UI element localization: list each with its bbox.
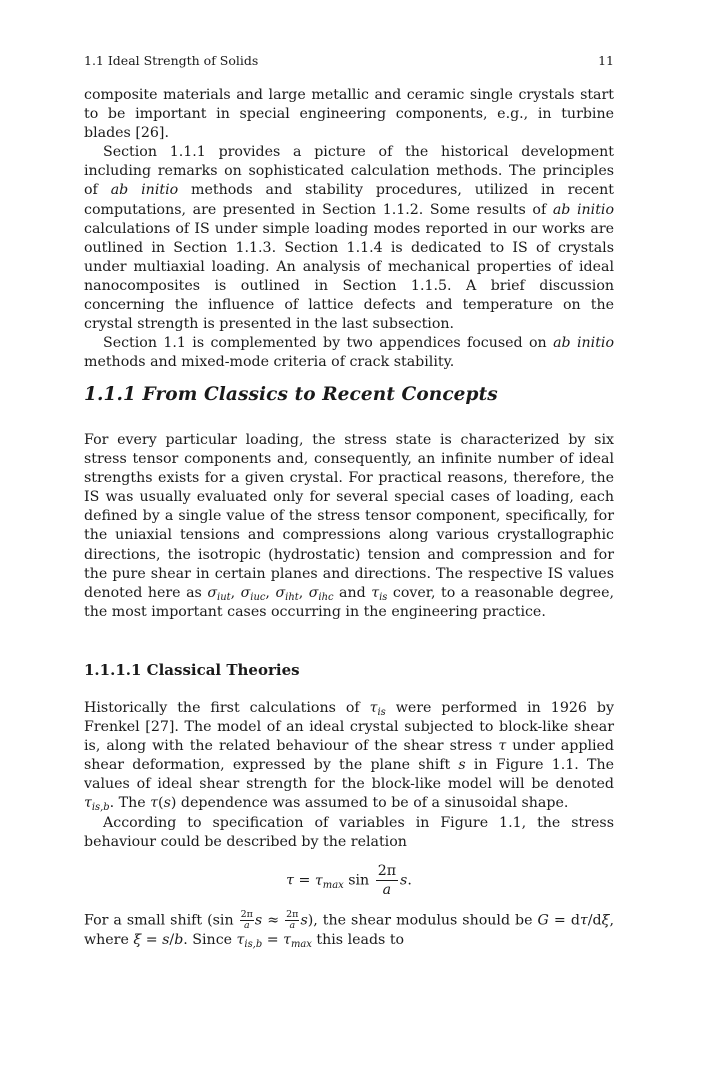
subsection-paragraph-1: Historically the first calculations of $\tau_{is}$ were performed in 1926 by Frenkel [27]. The model of an ideal crystal subjected to block-like shear is, along with the related behaviour of the shear stress τ under applied shear deformation, expressed by the plane shift s in Figure 1.1. The values of ideal shear strength for the block-like model will be denoted $\tau_{is,b}$. The τ(s) dependence was assumed to be of a sinusoidal shape.: [84, 700, 615, 814]
subsection-title: 1.1.1.1 Classical Theories: [84, 661, 300, 679]
running-title: 1.1 Ideal Strength of Solids: [84, 53, 259, 68]
page-number: 11: [598, 53, 614, 68]
closing-block: [84, 910, 614, 950]
running-header: [84, 53, 614, 69]
intro-paragraph-3: Section 1.1 is complemented by two appendices focused on ab initio methods and mixed-mode criteria of crack stability.: [84, 335, 614, 371]
subsection-paragraph-3: For a small shift (sin $\frac{2\pi}{a}$ s ≈ $\frac{2\pi}{a}$ s), the shear modulus should be G = dτ/dξ, where ξ = s/b. Since $\tau_{is,b} = \tau_{max}$ this leads to: [84, 909, 614, 950]
section-paragraph-1: For every particular loading, the stress state is characterized by six stress tensor components and, consequently, an infinite number of ideal strengths exists for a given crystal. For practical reasons, therefore, the IS was usually evaluated only for several special cases of loading, each defined by a single value of the stress tensor component, specifically, for the uniaxial tensions and compressions along various crystallographic directions, the isotropic (hydrostatic) tension and compression and for the pure shear in certain planes and directions. The respective IS values denoted here as $\sigma_{iut}$, $\sigma_{iuc}$, $\sigma_{iht}$, $\sigma_{ihc}$ and $\tau_{is}$ cover, to a reasonable degree, the most important cases occurring in the engineering practice.: [84, 432, 614, 620]
section-block: [84, 431, 614, 622]
intro-paragraph-1: composite materials and large metallic and ceramic single crystals start to be important in special engineering components, e.g., in turbine blades [26].: [84, 87, 614, 142]
subsection-heading-block: [84, 660, 614, 680]
intro-paragraph-2: Section 1.1.1 provides a picture of the historical development including remarks on sophisticated calculation methods. The principles of ab initio methods and stability procedures, utilized in recent computations, are presented in Section 1.1.2. Some results of ab initio calculations of IS under simple loading modes reported in our works are outlined in Section 1.1.3. Section 1.1.4 is dedicated to IS of crystals under multiaxial loading. An analysis of mechanical properties of ideal nanocomposites is outlined in Section 1.1.5. A brief discussion concerning the influence of lattice defects and temperature on the crystal strength is presented in the last subsection.: [84, 144, 615, 333]
intro-block: [84, 86, 614, 372]
fraction-2pi-over-a: $\frac{2\pi}{a}$: [377, 863, 397, 898]
section-heading-block: [84, 383, 614, 407]
subsection-block: [84, 699, 614, 852]
equation-tau: $\tau = \tau_{max}$ sin $\frac{2\pi}{a}$ s.: [286, 863, 412, 898]
subsection-paragraph-2: According to specification of variables in Figure 1.1, the stress behaviour could be described by the relation: [84, 814, 614, 850]
section-title: 1.1.1 From Classics to Recent Concepts: [84, 384, 498, 405]
